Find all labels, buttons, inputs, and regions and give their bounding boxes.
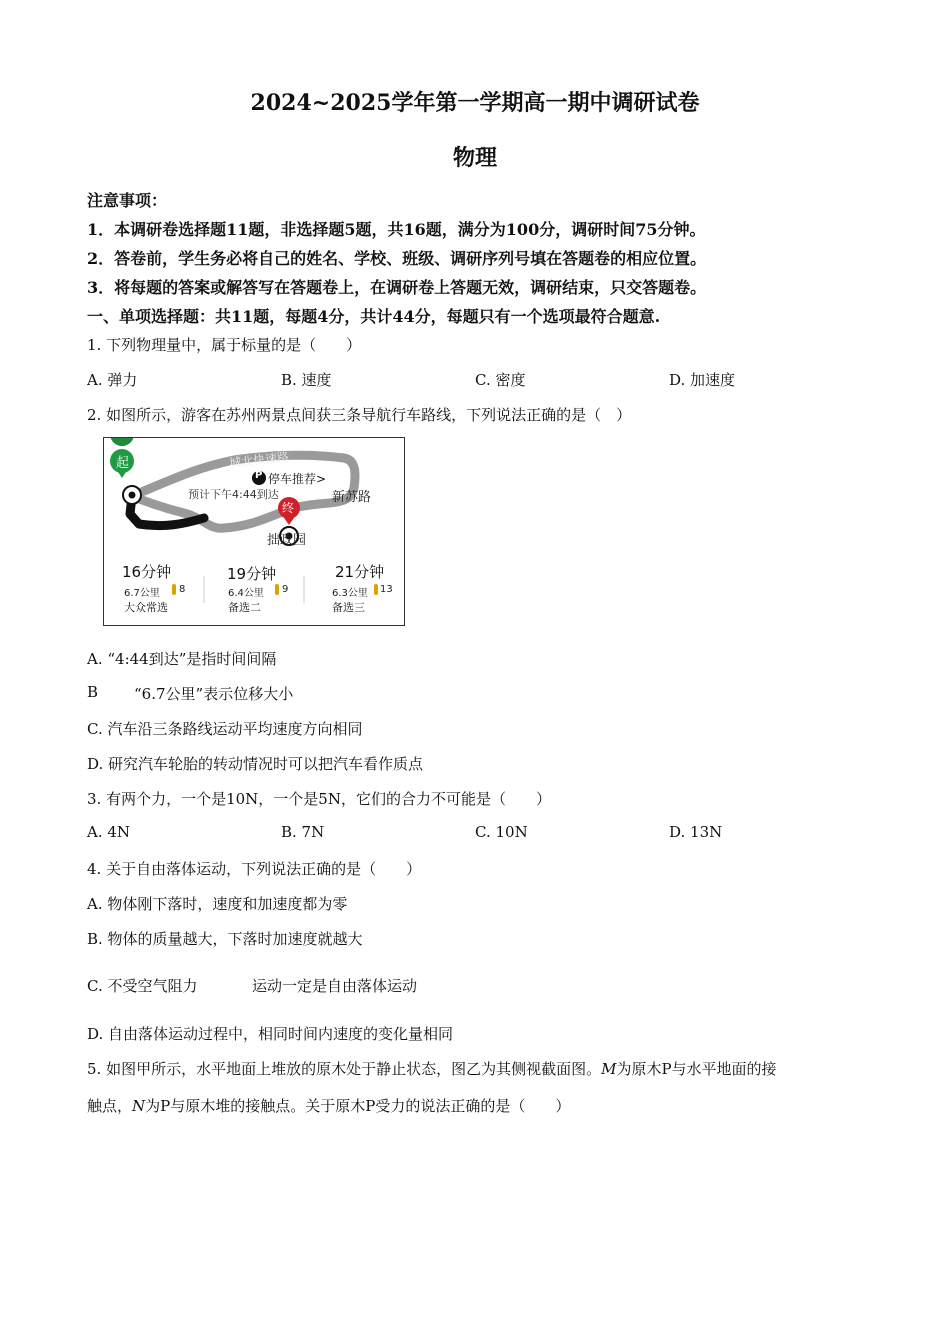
- q4-stem: 4. 关于自由落体运动，下列说法正确的是（ ）: [87, 860, 422, 878]
- route3-time: 21分钟: [335, 563, 385, 581]
- place-label-xinsulu: 新苏路: [332, 490, 372, 505]
- q5-line1-text-b: 为原木P与水平地面的接: [616, 1060, 777, 1078]
- place-label-zhuozhengyuan: 拙政园: [267, 533, 307, 548]
- q4-option-a: A. 物体刚下落时，速度和加速度都为零: [87, 895, 348, 913]
- route2-tag: 备选二: [228, 601, 261, 614]
- q3-option-d: D. 13N: [669, 823, 723, 841]
- q2-option-d: D. 研究汽车轮胎的转动情况时可以把汽车看作质点: [87, 755, 424, 773]
- road-label: 城北快速路: [228, 449, 290, 471]
- q5-line1-text-a: 5. 如图甲所示，水平地面上堆放的原木处于静止状态，图乙为其侧视截面图。: [87, 1060, 602, 1078]
- traffic-light-icon: [172, 584, 176, 595]
- end-marker-label: 终: [282, 501, 295, 515]
- q4-option-b: B. 物体的质量越大，下落时加速度就越大: [87, 930, 363, 948]
- q4-option-d: D. 自由落体运动过程中，相同时间内速度的变化量相同: [87, 1025, 454, 1043]
- route2-time: 19分钟: [227, 565, 277, 583]
- start-marker-label: 起: [116, 456, 130, 471]
- q5-stem-line1: [87, 1058, 777, 1079]
- q2-option-a: A. “4:44到达”是指时间间隔: [87, 650, 277, 668]
- note-item-1: 1．本调研卷选择题11题，非选择题5题，共16题，满分为100分，调研时间75分钟。: [87, 220, 706, 239]
- route3-lights: 13: [380, 584, 393, 595]
- route1-time: 16分钟: [122, 563, 172, 581]
- route3-distance: 6.3公里: [332, 588, 368, 599]
- q2-option-b-letter: B: [87, 683, 99, 701]
- notes-heading: 注意事项：: [87, 191, 168, 210]
- q3-option-a: A. 4N: [87, 823, 131, 841]
- q2-option-b-text: “6.7公里”表示位移大小: [134, 685, 294, 703]
- q5-stem-line2: [87, 1095, 570, 1116]
- q5-line2-text-a: 触点，: [87, 1097, 133, 1115]
- section1-heading: 一、单项选择题：共11题，每题4分，共计44分，每题只有一个选项最符合题意.: [87, 307, 661, 326]
- q2-stem: 2. 如图所示，游客在苏州两景点间获三条导航行车路线，下列说法正确的是（ ）: [87, 406, 632, 424]
- q3-option-b: B. 7N: [281, 823, 325, 841]
- route1-tag: 大众常选: [124, 601, 168, 614]
- route2-lights: 9: [282, 584, 289, 595]
- note-item-3: 3．将每题的答案或解答写在答题卷上，在调研卷上答题无效，调研结束，只交答题卷。: [87, 278, 707, 297]
- parking-label: 停车推荐>: [268, 472, 327, 486]
- q1-option-b: B. 速度: [281, 371, 332, 389]
- navigation-map-figure: [103, 437, 405, 626]
- q4-option-c-part1: C. 不受空气阻力: [87, 977, 198, 995]
- q5-symbol-n: N: [132, 1097, 146, 1115]
- route2-distance: 6.4公里: [228, 588, 264, 599]
- q5-line2-text-b: 为P与原木堆的接触点。关于原木P受力的说法正确的是（ ）: [145, 1097, 571, 1115]
- q1-stem: 1. 下列物理量中，属于标量的是（ ）: [87, 336, 362, 354]
- parking-letter: P: [255, 470, 263, 481]
- q2-option-c: C. 汽车沿三条路线运动平均速度方向相同: [87, 720, 363, 738]
- route1-lights: 8: [179, 584, 186, 595]
- q1-option-d: D. 加速度: [669, 371, 736, 389]
- q3-stem: 3. 有两个力，一个是10N，一个是5N，它们的合力不可能是（ ）: [87, 790, 551, 808]
- traffic-light-icon: [374, 584, 378, 595]
- note-item-2: 2．答卷前，学生务必将自己的姓名、学校、班级、调研序列号填在答题卷的相应位置。: [87, 249, 707, 268]
- route1-distance: 6.7公里: [124, 588, 160, 599]
- q3-option-c: C. 10N: [475, 823, 528, 841]
- route3-tag: 备选三: [332, 601, 365, 614]
- q4-option-c-part2: 运动一定是自由落体运动: [252, 977, 418, 995]
- eta-label: 预计下午4:44到达: [188, 488, 279, 501]
- subject-title: 物理: [452, 145, 497, 171]
- q1-option-a: A. 弹力: [87, 371, 138, 389]
- q5-symbol-m: M: [601, 1060, 617, 1078]
- q1-option-c: C. 密度: [475, 371, 526, 389]
- exam-title: 2024~2025学年第一学期高一期中调研试卷: [250, 90, 700, 116]
- traffic-light-icon: [275, 584, 279, 595]
